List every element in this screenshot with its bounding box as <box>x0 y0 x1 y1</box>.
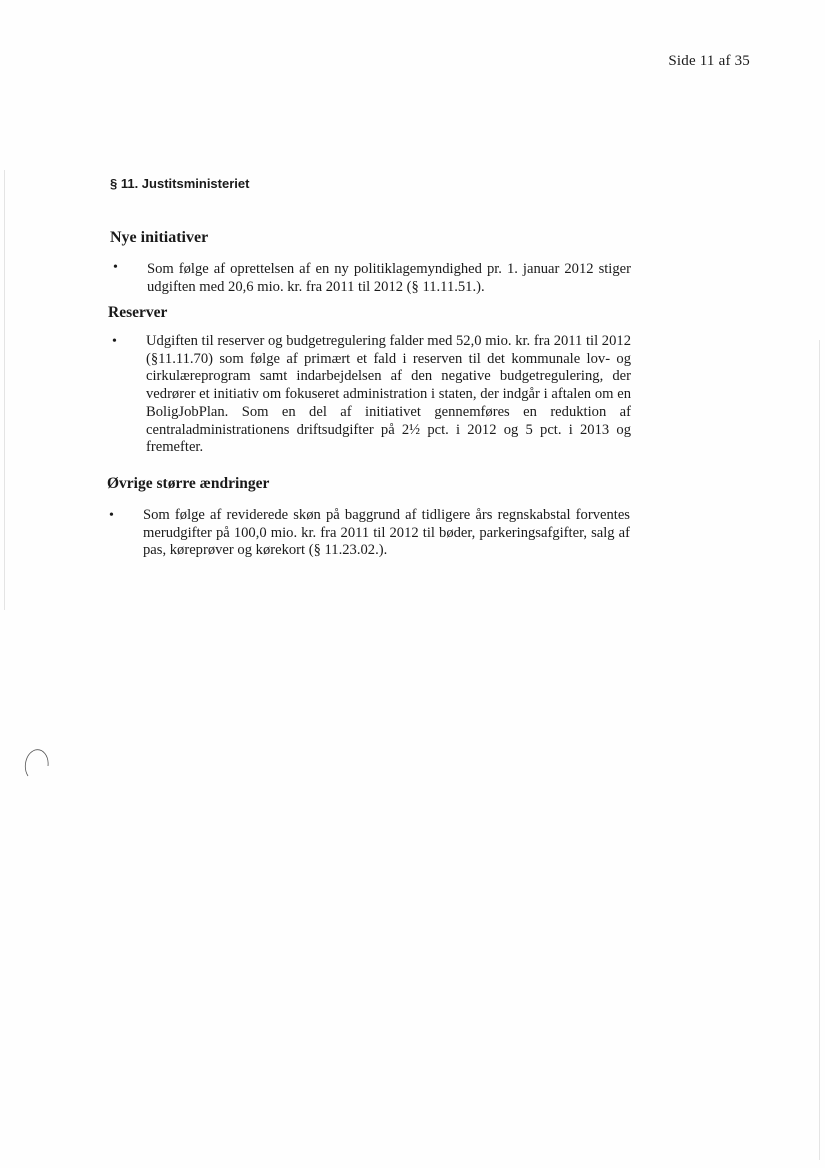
scan-edge-right <box>819 340 820 1160</box>
scan-edge-left <box>4 170 5 610</box>
subsection-heading-nye-initiativer: Nye initiativer <box>110 229 209 246</box>
punch-hole-mark-icon <box>22 746 52 782</box>
bullet-icon: • <box>113 260 118 275</box>
bullet-item-oevrige: Som følge af reviderede skøn på baggrund af tidligere års regnskabstal forventes merudgifter på 100,0 mio. kr. fra 2011 til 2012 til bøder, parkeringsafgifter, salg af pas, køreprøver og kørekort (§ 11.23.02.). <box>143 507 630 559</box>
bullet-icon: • <box>112 334 117 349</box>
subsection-heading-oevrige: Øvrige større ændringer <box>107 475 270 492</box>
bullet-icon: • <box>109 508 114 523</box>
page-number: Side 11 af 35 <box>668 53 750 69</box>
bullet-item-nye-initiativer: Som følge af oprettelsen af en ny politiklagemyndighed pr. 1. januar 2012 stiger udgiften med 20,6 mio. kr. fra 2011 til 2012 (§ 11.11.51.). <box>147 261 631 295</box>
section-title: § 11. Justitsministeriet <box>110 176 250 191</box>
bullet-item-reserver: Udgiften til reserver og budgetregulering falder med 52,0 mio. kr. fra 2011 til 2012 (§11.11.70) som følge af primært et fald i reserven til det kommunale lov- og cirkulæreprogram samt indarbejdelsen af den negative budgetregulering, der vedrører et initiativ om fokuseret administration i staten, der indgår i aftalen om en BoligJobPlan. Som en del af initiativet gennemføres en reduktion af centraladministrationens driftsudgifter på 2½ pct. i 2012 og 5 pct. i 2013 og fremefter. <box>146 333 631 456</box>
subsection-heading-reserver: Reserver <box>108 304 168 321</box>
